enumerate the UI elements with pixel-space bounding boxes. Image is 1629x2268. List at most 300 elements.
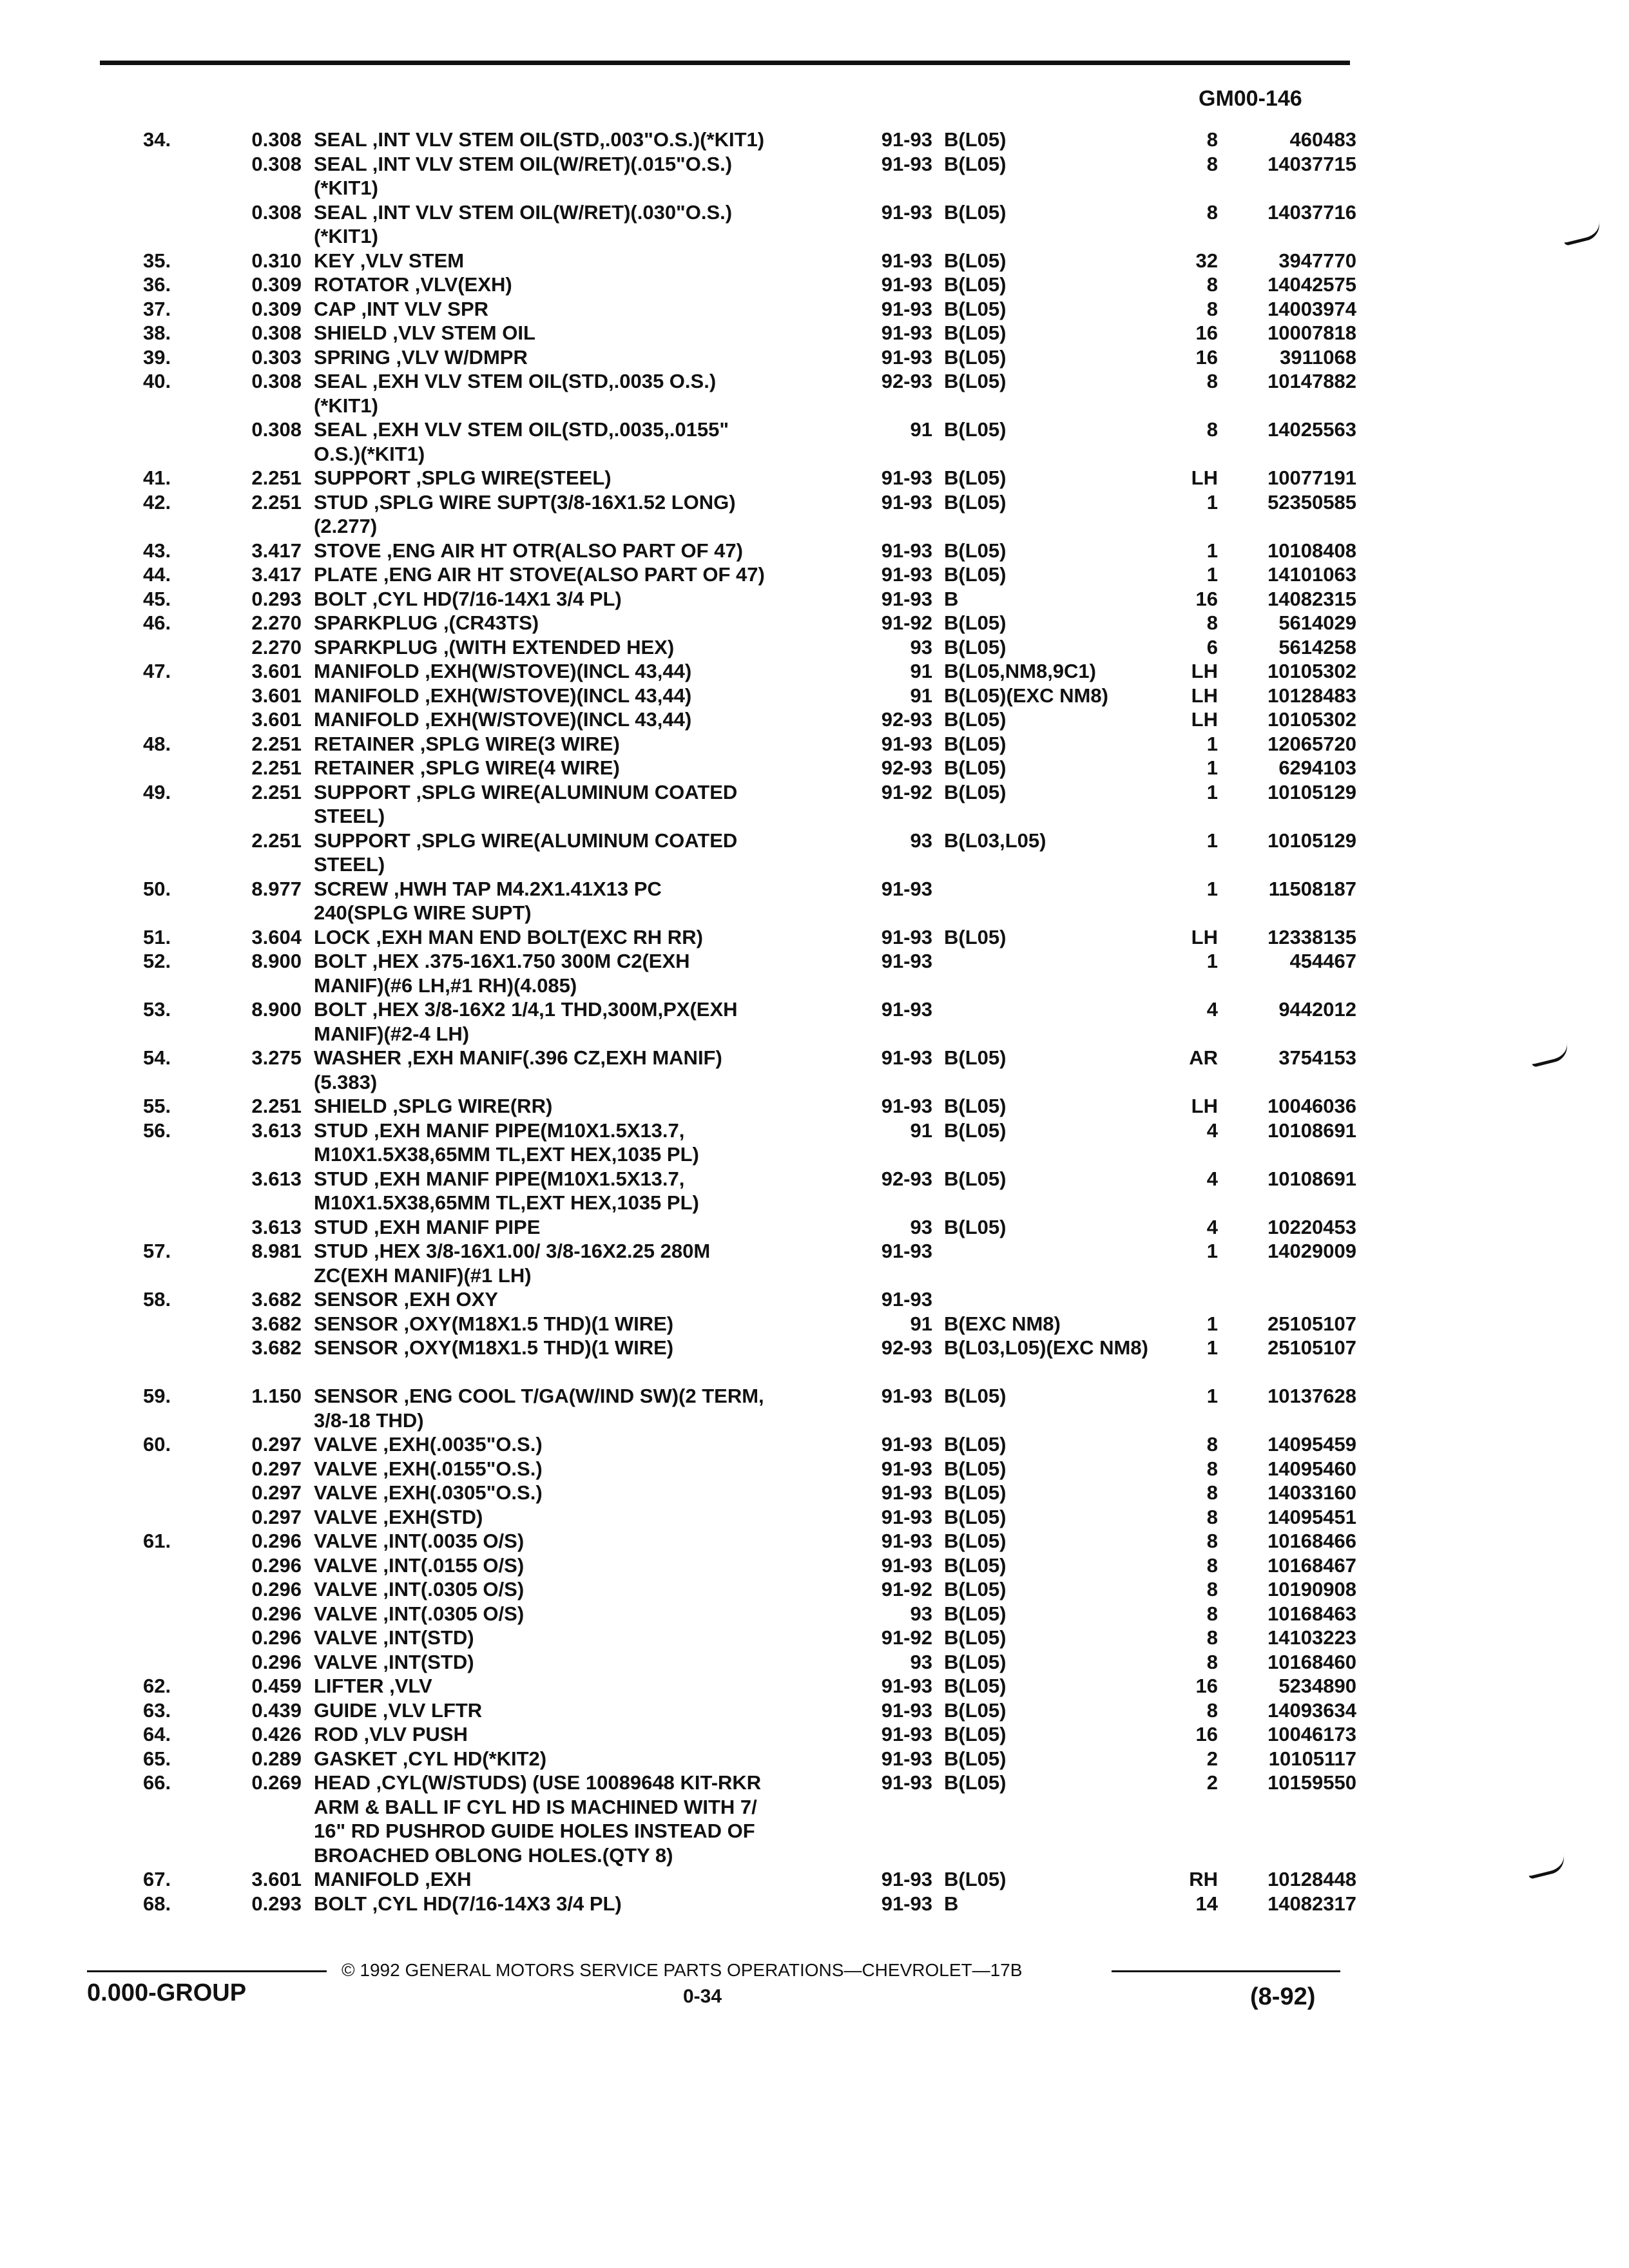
table-row [0, 635, 1629, 660]
part-number: 14029009 [1268, 1240, 1356, 1262]
model-years: 91 [910, 684, 932, 707]
part-number: 3911068 [1280, 345, 1356, 369]
model-years: 91-93 [881, 322, 932, 344]
part-number: 12065720 [1268, 732, 1356, 755]
part-number: 10046173 [1268, 1723, 1356, 1745]
item-number: 62. [143, 1675, 171, 1697]
quantity: 8 [1206, 128, 1218, 151]
parts-list [0, 128, 1629, 1916]
model-years: 91-93 [881, 297, 932, 320]
table-row [0, 1577, 1629, 1602]
table-row [0, 297, 1629, 322]
engine-code: B(L03,L05)(EXC NM8) [944, 1336, 1148, 1359]
item-number: 51. [143, 925, 171, 948]
quantity: 8 [1206, 200, 1218, 224]
item-number: 39. [143, 345, 171, 369]
model-years: 91-93 [881, 539, 932, 562]
table-row [0, 780, 1629, 829]
group-number: 0.303 [251, 345, 302, 369]
part-description: SUPPORT ,SPLG WIRE(ALUMINUM COATED STEEL) [314, 780, 738, 827]
model-years: 91-93 [881, 466, 932, 489]
engine-code: B(L05) [944, 128, 1007, 151]
part-description: STUD ,EXH MANIF PIPE(M10X1.5X13.7, M10X1.5X38,65MM TL,EXT HEX,1035 PL) [314, 1167, 699, 1214]
table-row [0, 1481, 1629, 1505]
quantity: 16 [1195, 1723, 1218, 1745]
quantity: 1 [1206, 732, 1218, 755]
engine-code: B(L05) [944, 1602, 1007, 1625]
part-description: BOLT ,HEX 3/8-16X2 1/4,1 THD,300M,PX(EXH MANIF)(#2-4 LH) [314, 998, 738, 1045]
engine-code: B(L05,NM8,9C1) [944, 660, 1096, 682]
part-description: SPRING ,VLV W/DMPR [314, 345, 528, 369]
engine-code: B(L05) [944, 1215, 1007, 1238]
model-years: 91-93 [881, 1553, 932, 1577]
model-years: 91-93 [881, 128, 932, 151]
model-years: 92-93 [881, 708, 932, 731]
item-number: 47. [143, 660, 171, 682]
table-row [0, 611, 1629, 635]
part-description: SEAL ,INT VLV STEM OIL(W/RET)(.015"O.S.) (*KIT1) [314, 152, 733, 199]
item-number: 42. [143, 490, 171, 514]
model-years: 91-93 [881, 1868, 932, 1890]
group-number: 0.296 [251, 1553, 302, 1577]
group-label: 0.000-GROUP [87, 1979, 247, 2006]
engine-code: B(L05) [944, 756, 1007, 779]
group-number: 0.308 [251, 370, 302, 392]
part-description: GUIDE ,VLV LFTR [314, 1698, 483, 1722]
part-number: 25105107 [1268, 1312, 1356, 1335]
part-description: MANIFOLD ,EXH [314, 1868, 472, 1890]
part-number: 14095451 [1268, 1505, 1356, 1528]
group-number: 0.308 [251, 152, 302, 175]
engine-code: B(L05) [944, 539, 1007, 562]
part-description: SENSOR ,EXH OXY [314, 1288, 498, 1311]
group-number: 3.682 [251, 1288, 302, 1311]
table-row [0, 539, 1629, 563]
engine-code: B(EXC NM8) [944, 1312, 1061, 1335]
engine-code: B(L05)(EXC NM8) [944, 684, 1108, 707]
table-row [0, 587, 1629, 611]
quantity: 1 [1206, 950, 1218, 972]
quantity: 8 [1206, 1553, 1218, 1577]
part-number: 10077191 [1268, 466, 1356, 489]
model-years: 93 [910, 829, 932, 852]
quantity: LH [1191, 466, 1218, 489]
part-description: SENSOR ,OXY(M18X1.5 THD)(1 WIRE) [314, 1312, 674, 1335]
table-row [0, 1626, 1629, 1650]
model-years: 91-93 [881, 1892, 932, 1915]
engine-code: B(L05) [944, 1553, 1007, 1577]
part-number: 10128448 [1268, 1868, 1356, 1890]
footer-rule-left [87, 1970, 327, 1972]
quantity: 16 [1195, 1675, 1218, 1697]
part-number: 460483 [1289, 128, 1356, 151]
model-years: 91 [910, 660, 932, 682]
model-years: 91-93 [881, 1240, 932, 1262]
part-number: 9442012 [1278, 998, 1356, 1021]
part-description: RETAINER ,SPLG WIRE(4 WIRE) [314, 756, 620, 779]
quantity: 8 [1206, 1481, 1218, 1504]
engine-code: B(L05) [944, 1626, 1007, 1649]
model-years: 91-93 [881, 877, 932, 900]
part-number: 3754153 [1278, 1046, 1356, 1069]
part-description: VALVE ,INT(.0155 O/S) [314, 1553, 525, 1577]
part-number: 14103223 [1268, 1626, 1356, 1649]
model-years: 91-93 [881, 1385, 932, 1407]
group-number: 3.417 [251, 563, 302, 586]
table-row [0, 200, 1629, 249]
part-number: 14095460 [1268, 1457, 1356, 1480]
model-years: 91-93 [881, 1481, 932, 1504]
model-years: 91-93 [881, 1433, 932, 1456]
model-years: 92-93 [881, 370, 932, 392]
table-row [0, 1529, 1629, 1553]
model-years: 91-93 [881, 200, 932, 224]
group-number: 3.613 [251, 1119, 302, 1142]
quantity: 8 [1206, 273, 1218, 296]
engine-code: B(L05) [944, 418, 1007, 441]
model-years: 92-93 [881, 1167, 932, 1190]
quantity: LH [1191, 660, 1218, 682]
engine-code: B(L05) [944, 1481, 1007, 1504]
group-number: 8.900 [251, 950, 302, 972]
group-number: 3.682 [251, 1312, 302, 1335]
model-years: 91-93 [881, 152, 932, 175]
part-number: 14037716 [1268, 200, 1356, 224]
model-years: 91-92 [881, 611, 932, 634]
part-description: MANIFOLD ,EXH(W/STOVE)(INCL 43,44) [314, 684, 692, 707]
model-years: 91-93 [881, 1046, 932, 1069]
engine-code: B(L05) [944, 1433, 1007, 1456]
item-number: 59. [143, 1385, 171, 1407]
part-number: 10168463 [1268, 1602, 1356, 1625]
group-number: 8.900 [251, 998, 302, 1021]
engine-code: B(L05) [944, 1385, 1007, 1407]
group-number: 2.251 [251, 780, 302, 803]
quantity: LH [1191, 684, 1218, 707]
table-row [0, 152, 1629, 200]
table-row [0, 128, 1629, 152]
table-row [0, 684, 1629, 708]
part-number: 10108691 [1268, 1119, 1356, 1142]
part-number: 10128483 [1268, 684, 1356, 707]
group-number: 3.604 [251, 925, 302, 948]
quantity: 8 [1206, 1578, 1218, 1600]
group-number: 2.251 [251, 756, 302, 779]
model-years: 91-93 [881, 1095, 932, 1117]
page-code: GM00-146 [1199, 86, 1302, 111]
group-number: 0.309 [251, 297, 302, 320]
item-number: 49. [143, 780, 171, 803]
part-number: 12338135 [1268, 925, 1356, 948]
group-number: 0.293 [251, 587, 302, 610]
quantity: LH [1191, 1095, 1218, 1117]
model-years: 91-93 [881, 998, 932, 1021]
table-row [0, 1046, 1629, 1094]
table-row [0, 829, 1629, 877]
quantity: 1 [1206, 1336, 1218, 1359]
part-description: SHIELD ,SPLG WIRE(RR) [314, 1095, 553, 1117]
quantity: 6 [1206, 635, 1218, 658]
part-number: 10168460 [1268, 1650, 1356, 1673]
table-row [0, 369, 1629, 418]
engine-code: B(L05) [944, 780, 1007, 803]
part-description: SUPPORT ,SPLG WIRE(STEEL) [314, 466, 612, 489]
footer-rule-right [1112, 1970, 1340, 1972]
table-row [0, 1505, 1629, 1530]
engine-code: B(L05) [944, 297, 1007, 320]
part-number: 14037715 [1268, 152, 1356, 175]
part-number: 10190908 [1268, 1578, 1356, 1600]
part-number: 14003974 [1268, 297, 1356, 320]
engine-code: B(L05) [944, 1095, 1007, 1117]
group-number: 0.439 [251, 1698, 302, 1722]
item-number: 34. [143, 128, 171, 151]
table-row [0, 1650, 1629, 1675]
page-number: 0-34 [683, 1986, 722, 2007]
engine-code: B(L05) [944, 1650, 1007, 1673]
part-description: CAP ,INT VLV SPR [314, 297, 489, 320]
part-description: GASKET ,CYL HD(*KIT2) [314, 1747, 547, 1770]
item-number: 46. [143, 611, 171, 634]
part-number: 14042575 [1268, 273, 1356, 296]
model-years: 91-93 [881, 1530, 932, 1552]
revision-date: (8-92) [1250, 1983, 1316, 2010]
group-number: 0.297 [251, 1481, 302, 1504]
part-description: SENSOR ,ENG COOL T/GA(W/IND SW)(2 TERM, 3/8-18 THD) [314, 1385, 764, 1432]
group-number: 0.293 [251, 1892, 302, 1915]
part-description: STUD ,HEX 3/8-16X1.00/ 3/8-16X2.25 280M ZC(EXH MANIF)(#1 LH) [314, 1240, 711, 1287]
part-number: 14095459 [1268, 1433, 1356, 1456]
model-years: 91-92 [881, 780, 932, 803]
group-number: 2.251 [251, 829, 302, 852]
item-number: 44. [143, 563, 171, 586]
part-description: SEAL ,INT VLV STEM OIL(W/RET)(.030"O.S.) (*KIT1) [314, 200, 733, 247]
quantity: 4 [1206, 998, 1218, 1021]
part-description: WASHER ,EXH MANIF(.396 CZ,EXH MANIF) (5.383) [314, 1046, 722, 1093]
group-number: 2.251 [251, 1095, 302, 1117]
engine-code: B(L05) [944, 1046, 1007, 1069]
model-years: 91-93 [881, 1747, 932, 1770]
engine-code: B(L05) [944, 1723, 1007, 1745]
quantity: 16 [1195, 322, 1218, 344]
model-years: 91-93 [881, 345, 932, 369]
item-number: 61. [143, 1530, 171, 1552]
top-rule [100, 61, 1350, 65]
part-description: RETAINER ,SPLG WIRE(3 WIRE) [314, 732, 620, 755]
group-number: 0.296 [251, 1578, 302, 1600]
engine-code: B(L05) [944, 249, 1007, 272]
quantity: 8 [1206, 1505, 1218, 1528]
group-number: 2.270 [251, 611, 302, 634]
model-years: 91-93 [881, 1457, 932, 1480]
table-row [0, 997, 1629, 1046]
table-row [0, 1094, 1629, 1119]
engine-code: B(L05) [944, 635, 1007, 658]
part-number: 10159550 [1268, 1771, 1356, 1794]
engine-code: B(L05) [944, 563, 1007, 586]
item-number: 50. [143, 877, 171, 900]
table-row [0, 1747, 1629, 1771]
group-number: 3.601 [251, 1868, 302, 1890]
part-number: 6294103 [1278, 756, 1356, 779]
part-description: VALVE ,EXH(STD) [314, 1505, 483, 1528]
part-description: MANIFOLD ,EXH(W/STOVE)(INCL 43,44) [314, 660, 692, 682]
item-number: 58. [143, 1288, 171, 1311]
model-years: 91 [910, 1119, 932, 1142]
group-number: 0.296 [251, 1602, 302, 1625]
table-row [0, 1553, 1629, 1578]
item-number: 57. [143, 1240, 171, 1262]
model-years: 91-93 [881, 1723, 932, 1745]
part-description: LOCK ,EXH MAN END BOLT(EXC RH RR) [314, 925, 703, 948]
table-row [0, 925, 1629, 950]
item-number: 40. [143, 370, 171, 392]
quantity: 8 [1206, 370, 1218, 392]
table-row [0, 1867, 1629, 1892]
item-number: 41. [143, 466, 171, 489]
table-row [0, 1602, 1629, 1626]
engine-code: B(L05) [944, 1578, 1007, 1600]
engine-code: B(L05) [944, 1675, 1007, 1697]
quantity: 1 [1206, 563, 1218, 586]
table-row [0, 756, 1629, 780]
part-number: 3947770 [1278, 249, 1356, 272]
engine-code: B(L05) [944, 1771, 1007, 1794]
table-row [0, 1336, 1629, 1384]
engine-code: B(L05) [944, 732, 1007, 755]
group-number: 3.417 [251, 539, 302, 562]
quantity: 1 [1206, 756, 1218, 779]
part-number: 10168467 [1268, 1553, 1356, 1577]
quantity: 8 [1206, 1457, 1218, 1480]
group-number: 0.459 [251, 1675, 302, 1697]
quantity: 2 [1206, 1771, 1218, 1794]
table-row [0, 1674, 1629, 1698]
item-number: 45. [143, 587, 171, 610]
part-number: 10105302 [1268, 708, 1356, 731]
quantity: 16 [1195, 345, 1218, 369]
group-number: 0.308 [251, 128, 302, 151]
part-description: SUPPORT ,SPLG WIRE(ALUMINUM COATED STEEL) [314, 829, 738, 876]
part-description: VALVE ,INT(.0305 O/S) [314, 1602, 525, 1625]
quantity: 4 [1206, 1167, 1218, 1190]
engine-code: B(L05) [944, 345, 1007, 369]
part-description: SENSOR ,OXY(M18X1.5 THD)(1 WIRE) [314, 1336, 674, 1359]
part-number: 10105129 [1268, 780, 1356, 803]
part-number: 52350585 [1268, 490, 1356, 514]
engine-code: B(L03,L05) [944, 829, 1046, 852]
part-description: PLATE ,ENG AIR HT STOVE(ALSO PART OF 47) [314, 563, 765, 586]
group-number: 0.308 [251, 322, 302, 344]
table-row [0, 877, 1629, 925]
part-description: SEAL ,EXH VLV STEM OIL(STD,.0035,.0155" O.S.)(*KIT1) [314, 418, 729, 465]
part-number: 5234890 [1278, 1675, 1356, 1697]
model-years: 91-93 [881, 1505, 932, 1528]
model-years: 91-93 [881, 249, 932, 272]
table-row [0, 490, 1629, 539]
quantity: 8 [1206, 1433, 1218, 1456]
item-number: 65. [143, 1747, 171, 1770]
part-number: 11508187 [1268, 877, 1356, 900]
engine-code: B [944, 1892, 959, 1915]
part-number: 10105302 [1268, 660, 1356, 682]
item-number: 35. [143, 249, 171, 272]
engine-code: B(L05) [944, 466, 1007, 489]
part-description: ROTATOR ,VLV(EXH) [314, 273, 512, 296]
part-description: BOLT ,CYL HD(7/16-14X3 3/4 PL) [314, 1892, 622, 1915]
part-description: VALVE ,INT(STD) [314, 1626, 474, 1649]
group-number: 0.297 [251, 1433, 302, 1456]
quantity: 8 [1206, 611, 1218, 634]
engine-code: B(L05) [944, 1457, 1007, 1480]
quantity: 1 [1206, 1385, 1218, 1407]
group-number: 3.275 [251, 1046, 302, 1069]
quantity: 8 [1206, 1698, 1218, 1722]
group-number: 0.296 [251, 1530, 302, 1552]
item-number: 48. [143, 732, 171, 755]
quantity: RH [1189, 1868, 1218, 1890]
quantity: LH [1191, 925, 1218, 948]
table-row [0, 1457, 1629, 1481]
group-number: 0.297 [251, 1505, 302, 1528]
group-number: 2.270 [251, 635, 302, 658]
engine-code: B(L05) [944, 370, 1007, 392]
group-number: 8.977 [251, 877, 302, 900]
part-description: STUD ,EXH MANIF PIPE(M10X1.5X13.7, M10X1.5X38,65MM TL,EXT HEX,1035 PL) [314, 1119, 699, 1166]
part-description: SCREW ,HWH TAP M4.2X1.41X13 PC 240(SPLG WIRE SUPT) [314, 877, 662, 924]
part-description: STUD ,EXH MANIF PIPE [314, 1215, 541, 1238]
part-number: 14033160 [1268, 1481, 1356, 1504]
model-years: 93 [910, 1215, 932, 1238]
group-number: 3.601 [251, 660, 302, 682]
item-number: 53. [143, 998, 171, 1021]
group-number: 0.269 [251, 1771, 302, 1794]
table-row [0, 1432, 1629, 1457]
engine-code: B(L05) [944, 1868, 1007, 1890]
quantity: 4 [1206, 1215, 1218, 1238]
part-number: 10007818 [1268, 322, 1356, 344]
table-row [0, 249, 1629, 273]
group-number: 3.601 [251, 708, 302, 731]
table-row [0, 562, 1629, 587]
group-number: 1.150 [251, 1385, 302, 1407]
group-number: 3.613 [251, 1215, 302, 1238]
part-number: 25105107 [1268, 1336, 1356, 1359]
part-description: STOVE ,ENG AIR HT OTR(ALSO PART OF 47) [314, 539, 743, 562]
part-number: 10137628 [1268, 1385, 1356, 1407]
model-years: 91-92 [881, 1626, 932, 1649]
group-number: 3.613 [251, 1167, 302, 1190]
quantity: 1 [1206, 539, 1218, 562]
part-description: SEAL ,EXH VLV STEM OIL(STD,.0035 O.S.) (*KIT1) [314, 370, 717, 417]
part-description: SHIELD ,VLV STEM OIL [314, 322, 535, 344]
group-number: 0.308 [251, 200, 302, 224]
engine-code: B(L05) [944, 1167, 1007, 1190]
part-number: 454467 [1289, 950, 1356, 972]
model-years: 91-93 [881, 1771, 932, 1794]
quantity: 8 [1206, 1650, 1218, 1673]
table-row [0, 1287, 1629, 1312]
quantity: 4 [1206, 1119, 1218, 1142]
part-number: 14025563 [1268, 418, 1356, 441]
group-number: 0.426 [251, 1723, 302, 1745]
part-description: VALVE ,EXH(.0155"O.S.) [314, 1457, 543, 1480]
item-number: 52. [143, 950, 171, 972]
engine-code: B(L05) [944, 925, 1007, 948]
group-number: 0.296 [251, 1626, 302, 1649]
group-number: 3.682 [251, 1336, 302, 1359]
engine-code: B [944, 587, 959, 610]
